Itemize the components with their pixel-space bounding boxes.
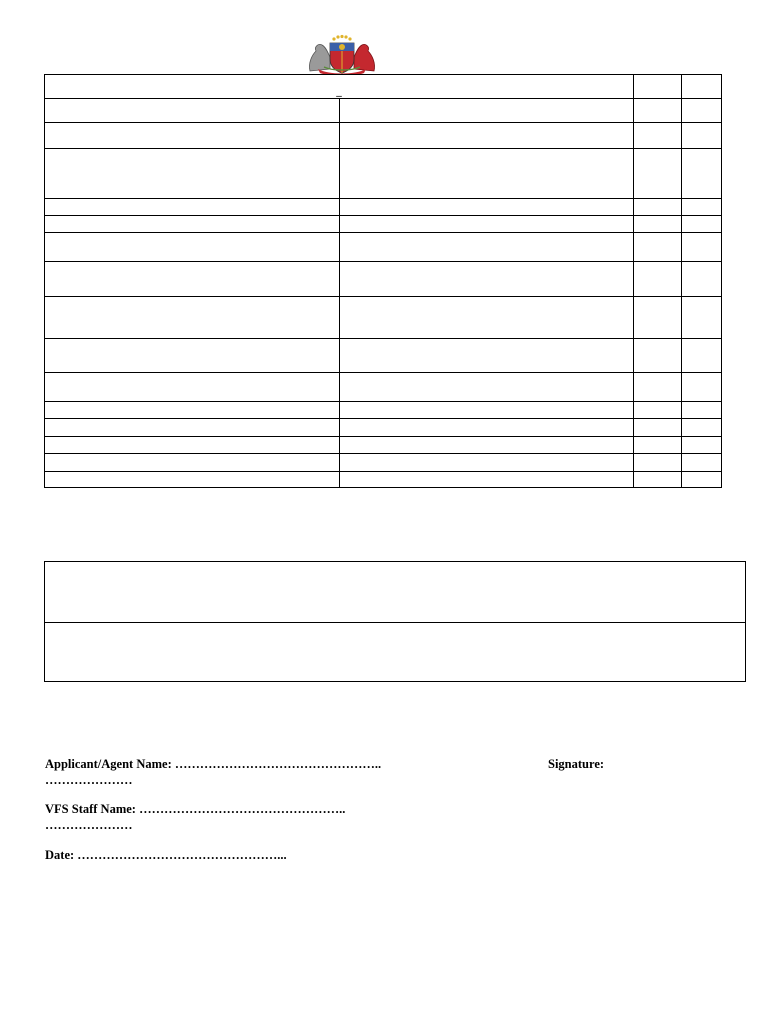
table-row <box>45 216 722 233</box>
yes-checkbox-cell[interactable] <box>634 339 682 373</box>
signature-label: Signature: <box>548 757 605 771</box>
table-row <box>45 472 722 488</box>
date-field[interactable] <box>45 848 287 863</box>
row-description-cell <box>339 472 634 488</box>
yes-checkbox-cell[interactable] <box>634 233 682 262</box>
yes-checkbox-cell[interactable] <box>634 454 682 472</box>
row-number-cell <box>45 262 340 297</box>
row-number-cell <box>45 472 340 488</box>
row-description-cell <box>339 419 634 437</box>
vfs-staff-name-label: VFS Staff Name: <box>45 802 136 816</box>
row-number-cell <box>45 402 340 419</box>
yes-checkbox-cell[interactable] <box>634 297 682 339</box>
applicant-name-label: Applicant/Agent Name: <box>45 757 172 771</box>
row-description-cell <box>339 262 634 297</box>
date-dots: …………………………………………... <box>77 848 287 862</box>
coat-of-arms-icon <box>304 33 380 75</box>
vfs-staff-name-dots: ………………………………………….. <box>139 802 346 816</box>
row-number-cell <box>45 454 340 472</box>
table-row <box>45 339 722 373</box>
row-description-cell <box>339 233 634 262</box>
header-no-cell <box>682 75 722 99</box>
vfs-staff-signature-dots[interactable]: ………………… <box>45 818 133 832</box>
table-row <box>45 437 722 454</box>
row-number-cell <box>45 216 340 233</box>
applicant-name-dots: ………………………………………….. <box>174 757 382 771</box>
table-row <box>45 233 722 262</box>
table-row <box>45 199 722 216</box>
no-checkbox-cell[interactable] <box>682 297 722 339</box>
yes-checkbox-cell[interactable] <box>634 216 682 233</box>
signature-dots[interactable]: ………………… <box>45 773 133 787</box>
row-description-cell <box>339 149 634 199</box>
row-number-cell <box>45 419 340 437</box>
row-description-cell <box>339 297 634 339</box>
row-description-cell <box>339 373 634 402</box>
document-checklist-table <box>44 74 722 488</box>
no-checkbox-cell[interactable] <box>682 437 722 454</box>
row-description-cell <box>339 99 634 123</box>
yes-checkbox-cell[interactable] <box>634 472 682 488</box>
no-checkbox-cell[interactable] <box>682 149 722 199</box>
row-description-cell <box>339 216 634 233</box>
table-row <box>45 454 722 472</box>
row-number-cell <box>45 99 340 123</box>
yes-checkbox-cell[interactable] <box>634 99 682 123</box>
yes-checkbox-cell[interactable] <box>634 419 682 437</box>
row-description-cell <box>339 199 634 216</box>
row-description-cell <box>339 339 634 373</box>
table-row <box>45 419 722 437</box>
no-checkbox-cell[interactable] <box>682 99 722 123</box>
row-description-cell <box>339 454 634 472</box>
no-checkbox-cell[interactable] <box>682 123 722 149</box>
no-checkbox-cell[interactable] <box>682 233 722 262</box>
table-row <box>45 297 722 339</box>
no-checkbox-cell[interactable] <box>682 339 722 373</box>
notes-box-upper[interactable] <box>45 562 745 623</box>
row-number-cell <box>45 149 340 199</box>
table-header-title: _ <box>45 75 634 99</box>
yes-checkbox-cell[interactable] <box>634 373 682 402</box>
yes-checkbox-cell[interactable] <box>634 149 682 199</box>
row-description-cell <box>339 123 634 149</box>
yes-checkbox-cell[interactable] <box>634 402 682 419</box>
yes-checkbox-cell[interactable] <box>634 123 682 149</box>
applicant-name-field[interactable] <box>45 757 381 772</box>
row-number-cell <box>45 233 340 262</box>
notes-box-lower[interactable] <box>45 623 745 681</box>
no-checkbox-cell[interactable] <box>682 262 722 297</box>
no-checkbox-cell[interactable] <box>682 373 722 402</box>
no-checkbox-cell[interactable] <box>682 419 722 437</box>
vfs-staff-name-field[interactable] <box>45 802 345 817</box>
table-row <box>45 99 722 123</box>
row-number-cell <box>45 297 340 339</box>
no-checkbox-cell[interactable] <box>682 199 722 216</box>
row-number-cell <box>45 437 340 454</box>
row-number-cell <box>45 199 340 216</box>
yes-checkbox-cell[interactable] <box>634 199 682 216</box>
no-checkbox-cell[interactable] <box>682 216 722 233</box>
table-row <box>45 373 722 402</box>
row-number-cell <box>45 373 340 402</box>
row-number-cell <box>45 339 340 373</box>
no-checkbox-cell[interactable] <box>682 454 722 472</box>
table-row <box>45 402 722 419</box>
yes-checkbox-cell[interactable] <box>634 437 682 454</box>
row-description-cell <box>339 402 634 419</box>
table-row <box>45 123 722 149</box>
header-yes-cell <box>634 75 682 99</box>
no-checkbox-cell[interactable] <box>682 472 722 488</box>
row-number-cell <box>45 123 340 149</box>
yes-checkbox-cell[interactable] <box>634 262 682 297</box>
table-row <box>45 149 722 199</box>
table-row <box>45 262 722 297</box>
no-checkbox-cell[interactable] <box>682 402 722 419</box>
row-description-cell <box>339 437 634 454</box>
notes-box <box>44 561 746 682</box>
date-label: Date: <box>45 848 75 862</box>
table-header-row <box>45 75 722 99</box>
